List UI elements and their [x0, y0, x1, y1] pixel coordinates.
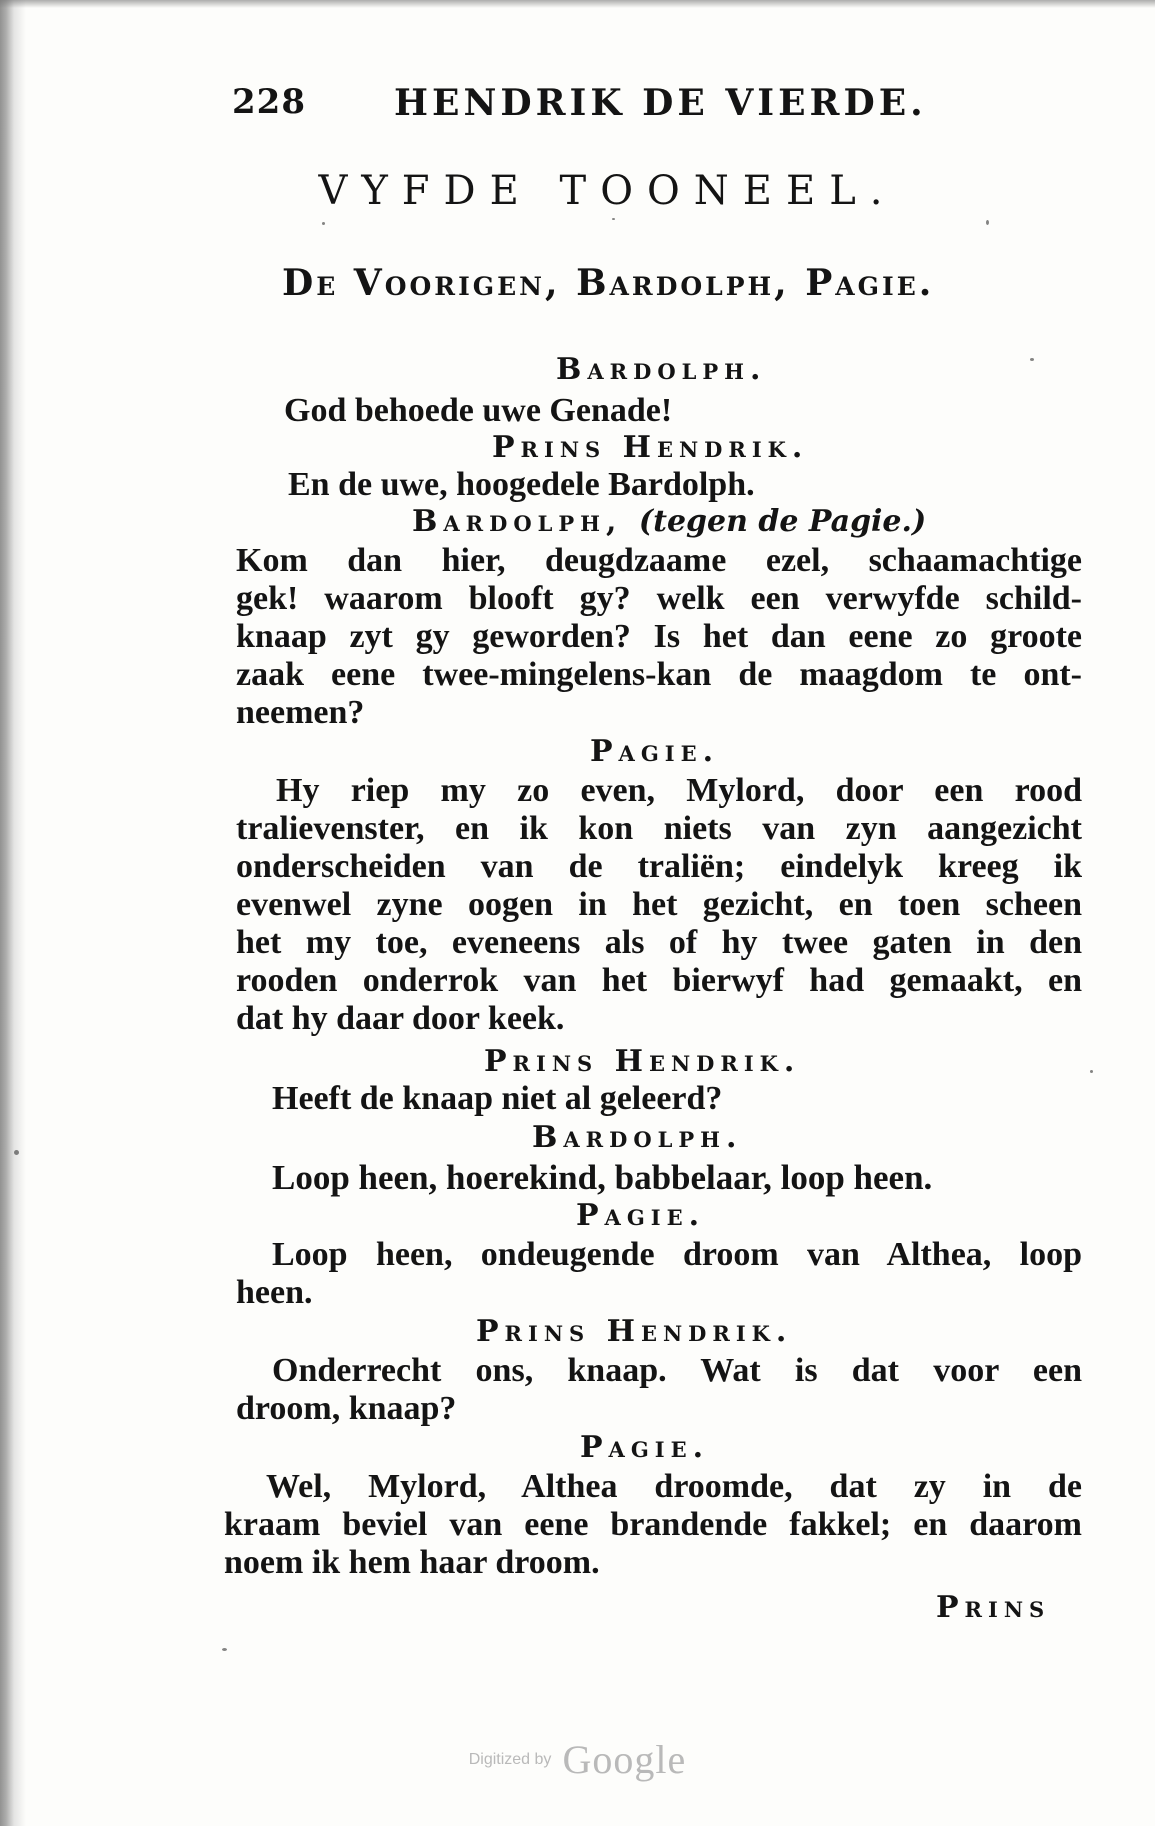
speaker-name: Prins Hendrik. — [476, 1314, 793, 1349]
top-edge-shadow — [0, 0, 1155, 8]
speaker-name: Bardolph. — [556, 352, 767, 387]
watermark-prefix: Digitized by — [468, 1750, 552, 1768]
stage-direction: (tegen de Pagie.) — [638, 504, 927, 539]
speech-paragraph — [224, 1468, 1082, 1582]
speaker-name: Pagie. — [576, 1198, 706, 1233]
speaker-name: Prins Hendrik. — [484, 1044, 801, 1079]
speaker-name: Prins Hendrik. — [492, 430, 809, 465]
speech-paragraph — [236, 542, 1082, 732]
dialogue-line: En de uwe, hoogedele Bardolph. — [288, 466, 755, 503]
dialogue-line: het my toe, eveneens als of hy twee gaten in den — [236, 924, 1082, 961]
speaker-name: Bardolph, — [412, 504, 623, 539]
scan-speck — [14, 1150, 19, 1155]
dialogue-line: onderscheiden van de traliën; eindelyk kreeg ik — [236, 848, 1082, 885]
scene-title: VYFDE TOONEEL. — [318, 168, 897, 214]
speaker-name: Pagie. — [580, 1430, 710, 1465]
dialogue-line: kraam beviel van eene brandende fakkel; en daarom — [224, 1506, 1082, 1543]
dialogue-line: tralievenster, en ik kon niets van zyn aangezicht — [236, 810, 1082, 847]
running-title: HENDRIK DE VIERDE. — [394, 82, 927, 124]
characters-list: De Voorigen, Bardolph, Pagie. — [282, 262, 935, 304]
dialogue-line: rooden onderrok van het bierwyf had gemaakt, en — [236, 962, 1082, 999]
scan-speck — [612, 218, 615, 220]
dialogue-line: Kom dan hier, deugdzaame ezel, schaamachtige — [236, 542, 1082, 579]
dialogue-line: neemen? — [236, 694, 365, 731]
speaker-with-stage-direction — [412, 504, 926, 539]
scan-speck — [222, 1648, 227, 1651]
catchword: Prins — [936, 1590, 1051, 1625]
dialogue-line: zaak eene twee-mingelens-kan de maagdom te ont- — [236, 656, 1082, 693]
dialogue-line: Hy riep my zo even, Mylord, door een rood — [276, 772, 1082, 809]
dialogue-line: heen. — [236, 1274, 313, 1311]
speech-paragraph — [236, 1236, 1082, 1312]
scan-speck — [1090, 1070, 1093, 1073]
speech-paragraph — [236, 772, 1082, 1038]
speaker-name: Pagie. — [590, 734, 720, 769]
dialogue-line: Loop heen, hoerekind, babbelaar, loop heen. — [272, 1158, 933, 1197]
dialogue-line: Loop heen, ondeugende droom van Althea, loop — [272, 1236, 1082, 1273]
dialogue-line: God behoede uwe Genade! — [284, 392, 673, 429]
digitization-watermark — [0, 1736, 1155, 1783]
dialogue-line: dat hy daar door keek. — [236, 1000, 565, 1037]
scan-speck — [1030, 358, 1034, 361]
dialogue-line: evenwel zyne oogen in het gezicht, en toen scheen — [236, 886, 1082, 923]
dialogue-line: knaap zyt gy geworden? Is het dan eene zo groote — [236, 618, 1082, 655]
dialogue-line: Heeft de knaap niet al geleerd? — [272, 1080, 723, 1117]
dialogue-line: gek! waarom blooft gy? welk een verwyfde schild- — [236, 580, 1082, 617]
scan-speck — [986, 220, 989, 225]
page-number: 228 — [232, 82, 306, 122]
running-header — [232, 82, 992, 126]
scan-speck — [322, 222, 325, 225]
speech-paragraph — [236, 1352, 1082, 1428]
watermark-brand: Google — [562, 1737, 687, 1782]
dialogue-line: Onderrecht ons, knaap. Wat is dat voor een — [272, 1352, 1082, 1389]
dialogue-line: noem ik hem haar droom. — [224, 1544, 600, 1581]
binding-shadow — [0, 0, 26, 1826]
dialogue-line: Wel, Mylord, Althea droomde, dat zy in de — [266, 1468, 1082, 1505]
speaker-name: Bardolph. — [532, 1120, 743, 1155]
dialogue-line: droom, knaap? — [236, 1390, 457, 1427]
